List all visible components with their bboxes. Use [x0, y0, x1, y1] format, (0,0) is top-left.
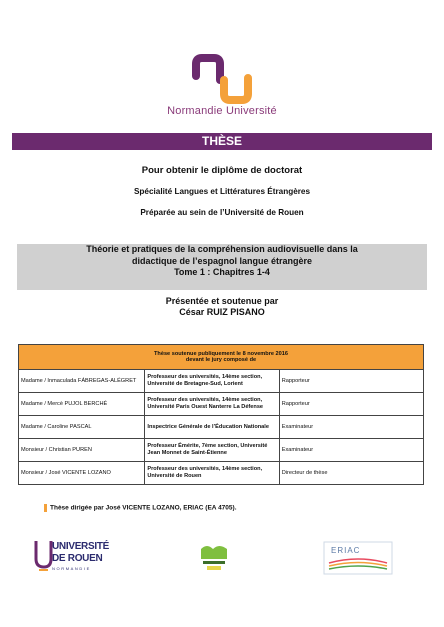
jury-role: Rapporteur	[279, 393, 423, 416]
jury-header	[19, 345, 424, 370]
rouen-logo-line3: NORMANDIE	[52, 566, 91, 571]
defense-date: Thèse soutenue publiquement le 8 novembre 2016	[154, 351, 288, 357]
jury-title: Professeur des universités, 14ème section, Université de Rouen	[145, 462, 279, 485]
normandie-universite-logo	[190, 54, 254, 106]
thesis-title-box	[17, 244, 427, 290]
jury-role: Directeur de thèse	[279, 462, 423, 485]
university-name: Normandie Université	[167, 105, 277, 117]
jury-composed: devant le jury composé de	[185, 357, 257, 363]
jury-table	[18, 344, 424, 485]
jury-role: Examinateur	[279, 439, 423, 462]
directed-by	[44, 504, 237, 512]
table-row	[19, 393, 424, 416]
ecole-doctorale-logo	[197, 541, 231, 573]
jury-name: Monsieur / Christian PUREN	[19, 439, 145, 462]
jury-name: Madame / Mercè PUJOL BERCHÉ	[19, 393, 145, 416]
jury-name: Madame / Inmaculada FÁBREGAS-ALÉGRET	[19, 370, 145, 393]
jury-role: Examinateur	[279, 416, 423, 439]
table-row	[19, 439, 424, 462]
jury-title: Professeur des universités, 14ème section, Université de Bretagne-Sud, Lorient	[145, 370, 279, 393]
directed-by-text: Thèse dirigée par José VICENTE LOZANO, ERIAC (EA 4705).	[50, 504, 237, 512]
rouen-logo-line1: UNIVERSITÉ	[52, 541, 110, 552]
jury-name: Monsieur / José VICENTE LOZANO	[19, 462, 145, 485]
jury-name: Madame / Caroline PASCAL	[19, 416, 145, 439]
prepared-at-line: Préparée au sein de l’Université de Rouen	[140, 208, 304, 217]
jury-title: Professeur des universités, 14ème section, Université Paris Ouest Nanterre La Défense	[145, 393, 279, 416]
table-row	[19, 416, 424, 439]
presented-label: Présentée et soutenue par	[165, 296, 279, 306]
thesis-title-line2: didactique de l’espagnol langue étrangère	[131, 255, 313, 266]
specialty-line: Spécialité Langues et Littératures Étrangères	[133, 187, 311, 196]
orange-bar-icon	[44, 504, 47, 512]
author-name: César RUIZ PISANO	[179, 307, 265, 317]
table-row	[19, 462, 424, 485]
rouen-logo-line2: DE ROUEN	[52, 553, 103, 564]
jury-title: Inspectrice Générale de l’Éducation Nationale	[145, 416, 279, 439]
table-row	[19, 370, 424, 393]
these-title-band: THÈSE	[12, 133, 432, 150]
jury-title: Professeur Émérite, 7ème section, Université Jean Monnet de Saint-Étienne	[145, 439, 279, 462]
jury-role: Rapporteur	[279, 370, 423, 393]
doctorate-line: Pour obtenir le diplôme de doctorat	[141, 165, 303, 176]
thesis-title-line1: Théorie et pratiques de la compréhension audiovisuelle dans la	[86, 244, 358, 254]
eriac-logo-text: ERIAC	[331, 546, 361, 555]
thesis-tome: Tome 1 : Chapitres 1-4	[174, 267, 270, 277]
